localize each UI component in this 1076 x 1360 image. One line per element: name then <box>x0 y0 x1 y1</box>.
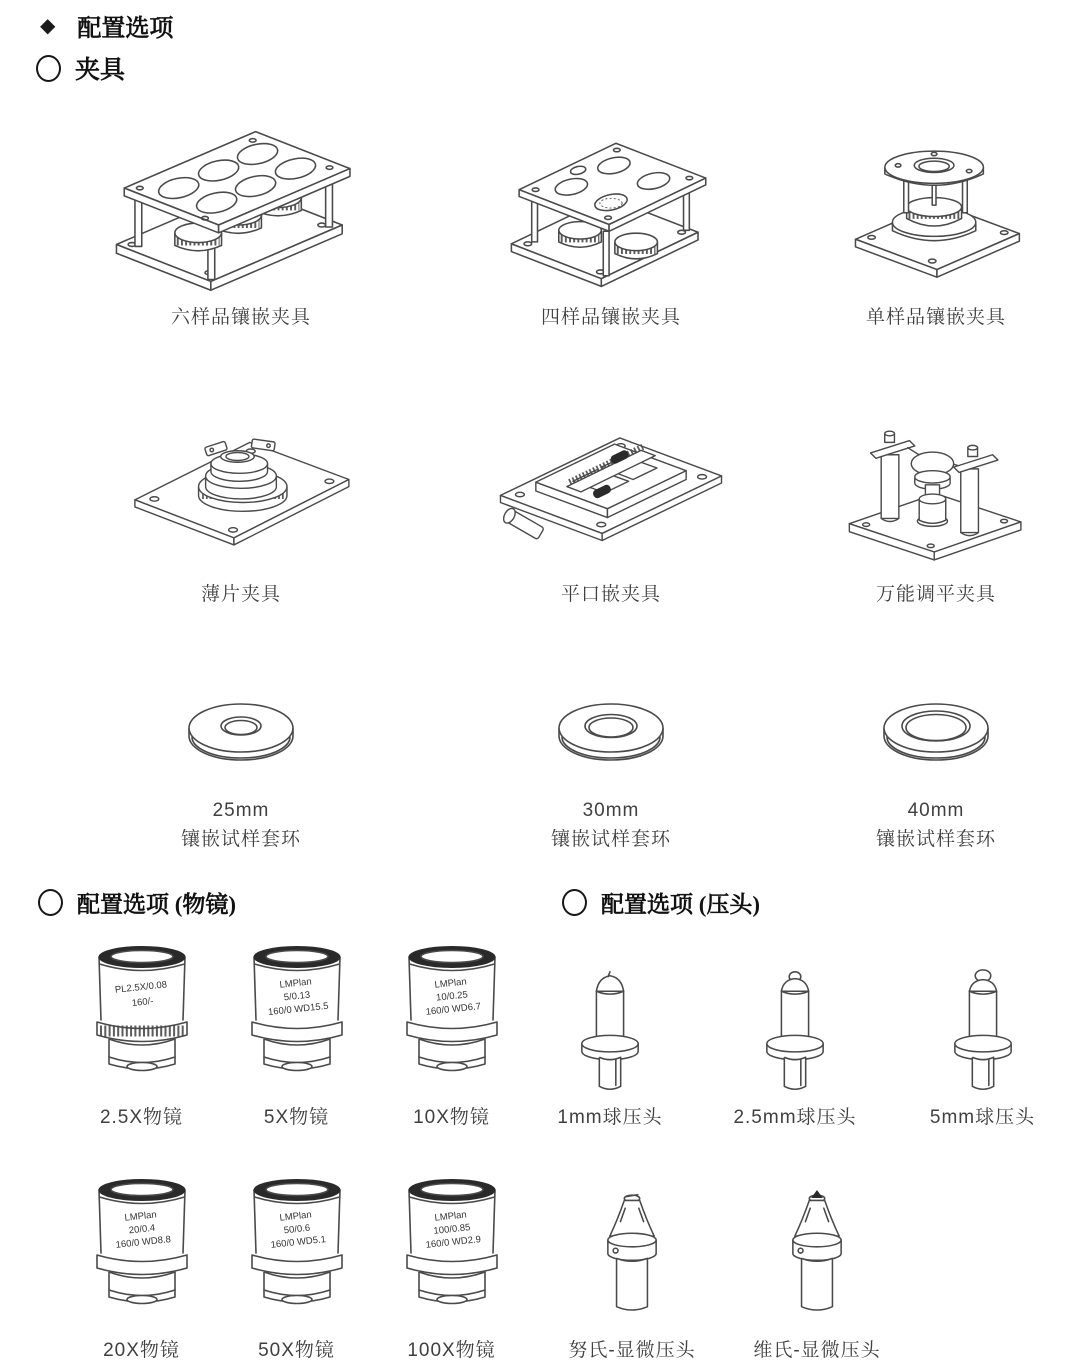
indenters-heading-text: 配置选项 (压头) <box>601 892 761 917</box>
main-heading-text: 配置选项 <box>77 16 174 42</box>
universal-leveling-fixture-figure <box>816 403 1056 575</box>
fixture-item-single-sample <box>796 118 1076 333</box>
objective-engraving-line-2: 10/0.25 <box>435 989 468 1004</box>
item-label <box>876 797 996 854</box>
item-label: 100X物镜 <box>407 1339 496 1360</box>
fixture-item-universal-leveling <box>796 403 1076 610</box>
objective-figure <box>377 940 527 1098</box>
fixture-item-four-sample <box>426 118 796 333</box>
circle-bullet-icon <box>36 55 61 82</box>
objectives-grid <box>64 940 529 1360</box>
indenter-item-2-5mm-ball <box>700 940 890 1133</box>
ball-indenter-figure <box>735 940 855 1098</box>
objective-engraving-line-3: 160/0 WD8.8 <box>114 1233 171 1251</box>
flat-jaw-fixture-illustration <box>471 407 751 575</box>
single-sample-fixture-illustration <box>816 118 1056 298</box>
objective-engraving-line-3: 160/0 WD5.1 <box>269 1233 326 1251</box>
item-label: 5X物镜 <box>263 1107 330 1128</box>
item-label <box>181 797 301 854</box>
single-sample-fixture-figure <box>816 118 1056 298</box>
ball-indenter-illustration <box>735 966 855 1098</box>
ring-30mm-figure <box>536 679 686 791</box>
fixtures-heading-text: 夹具 <box>75 57 126 84</box>
objective-engraving-line-1: LMPlan <box>433 1208 467 1224</box>
item-label: 1mm球压头 <box>557 1107 663 1128</box>
vickers-indenter-illustration <box>757 1185 877 1325</box>
item-label: 单样品镶嵌夹具 <box>865 307 1006 328</box>
objective-engraving-line-2: 160/- <box>130 995 154 1010</box>
four-sample-fixture-illustration <box>481 122 741 298</box>
objective-engraving-line-1: PL2.5X/0.08 <box>113 979 168 996</box>
indenter-item-vickers <box>744 1173 890 1360</box>
objective-engraving-line-1: LMPlan <box>433 976 467 991</box>
knoop-indenter-illustration <box>572 1185 692 1325</box>
micro-indenter-figure <box>572 1173 692 1331</box>
item-label: 2.5mm球压头 <box>733 1107 857 1128</box>
objective-engraving-line-2: 20/0.4 <box>127 1222 156 1236</box>
indenter-item-1mm-ball <box>520 940 700 1133</box>
objective-engraving-line-2: 5/0.13 <box>282 989 311 1004</box>
objective-engraving-line-2: 100/0.85 <box>432 1221 471 1237</box>
item-label: 平口嵌夹具 <box>560 583 661 605</box>
objective-item-10x <box>374 940 529 1133</box>
indenters-heading <box>562 886 760 919</box>
universal-leveling-fixture-illustration <box>816 407 1056 575</box>
item-label: 20X物镜 <box>103 1339 180 1360</box>
ring-size: 30mm <box>582 800 640 821</box>
fixture-item-six-sample <box>56 118 426 333</box>
objective-engraving-line-1: LMPlan <box>278 976 312 991</box>
objective-figure <box>377 1173 527 1331</box>
mounting-ring-30mm-illustration <box>536 688 686 783</box>
six-sample-fixture-illustration <box>101 118 381 298</box>
item-label: 六样品镶嵌夹具 <box>170 307 311 328</box>
objective-engraving-line-3: 160/0 WD6.7 <box>424 1001 481 1018</box>
objectives-heading-text: 配置选项 (物镜) <box>77 892 237 917</box>
micro-indenter-figure <box>757 1173 877 1331</box>
objective-lens-illustration <box>67 1173 217 1318</box>
ball-indenter-illustration <box>923 966 1043 1098</box>
ball-indenter-illustration <box>550 966 670 1098</box>
fixture-item-thin-sheet <box>56 403 426 610</box>
diamond-bullet-icon: ◆ <box>40 14 56 37</box>
item-label: 万能调平夹具 <box>875 583 996 605</box>
mounting-ring-25mm-illustration <box>166 688 316 783</box>
fixture-item-flat-jaw <box>426 403 796 610</box>
objective-figure <box>222 1173 372 1331</box>
objective-engraving-line-3: 160/0 WD15.5 <box>267 1000 329 1019</box>
indenter-item-knoop <box>564 1173 700 1360</box>
ball-indenter-figure <box>923 940 1043 1098</box>
objective-figure <box>67 940 217 1098</box>
circle-bullet-icon <box>562 889 587 916</box>
item-label: 维氏-显微压头 <box>753 1339 881 1360</box>
fixtures-grid <box>56 118 1076 854</box>
objective-item-5x <box>219 940 374 1133</box>
thin-sheet-fixture-illustration <box>101 407 381 575</box>
ring-size: 40mm <box>907 800 965 821</box>
item-label <box>551 797 671 854</box>
flat-jaw-fixture-figure <box>471 403 751 575</box>
item-label: 5mm球压头 <box>929 1107 1036 1128</box>
fixture-item-ring-25mm <box>56 679 426 854</box>
fixtures-heading <box>36 50 125 86</box>
objective-lens-illustration <box>67 940 217 1085</box>
item-label: 2.5X物镜 <box>99 1107 184 1128</box>
objective-engraving-line-1: LMPlan <box>278 1208 312 1224</box>
objective-figure <box>222 940 372 1098</box>
objective-engraving-line-1: LMPlan <box>123 1208 157 1224</box>
item-label: 努氏-显微压头 <box>568 1339 696 1360</box>
objectives-heading <box>38 886 236 919</box>
objective-engraving-line-3: 160/0 WD2.9 <box>424 1233 481 1251</box>
objective-lens-illustration <box>377 1173 527 1318</box>
ring-size: 25mm <box>212 800 270 821</box>
fixture-item-ring-40mm <box>796 679 1076 854</box>
objective-lens-illustration <box>222 940 372 1085</box>
ring-name: 镶嵌试样套环 <box>180 828 301 850</box>
item-label: 50X物镜 <box>258 1339 335 1360</box>
main-heading <box>40 8 173 43</box>
ring-name: 镶嵌试样套环 <box>550 828 671 850</box>
item-label: 薄片夹具 <box>200 583 281 605</box>
thin-sheet-fixture-figure <box>101 403 381 575</box>
objective-item-20x <box>64 1173 219 1360</box>
objective-item-2-5x <box>64 940 219 1133</box>
ring-25mm-figure <box>166 679 316 791</box>
fixture-item-ring-30mm <box>426 679 796 854</box>
four-sample-fixture-figure <box>481 118 741 298</box>
objective-lens-illustration <box>222 1173 372 1318</box>
ring-name: 镶嵌试样套环 <box>875 828 996 850</box>
item-label: 四样品镶嵌夹具 <box>540 307 681 328</box>
item-label: 10X物镜 <box>413 1107 490 1128</box>
circle-bullet-icon <box>38 889 63 916</box>
six-sample-fixture-figure <box>101 118 381 298</box>
indenters-grid <box>520 940 1075 1360</box>
objective-engraving-line-2: 50/0.6 <box>282 1222 311 1236</box>
ball-indenter-figure <box>550 940 670 1098</box>
ring-40mm-figure <box>861 679 1011 791</box>
mounting-ring-40mm-illustration <box>861 688 1011 783</box>
objective-figure <box>67 1173 217 1331</box>
objective-item-50x <box>219 1173 374 1360</box>
indenter-item-5mm-ball <box>890 940 1075 1133</box>
objective-item-100x <box>374 1173 529 1360</box>
objective-lens-illustration <box>377 940 527 1085</box>
